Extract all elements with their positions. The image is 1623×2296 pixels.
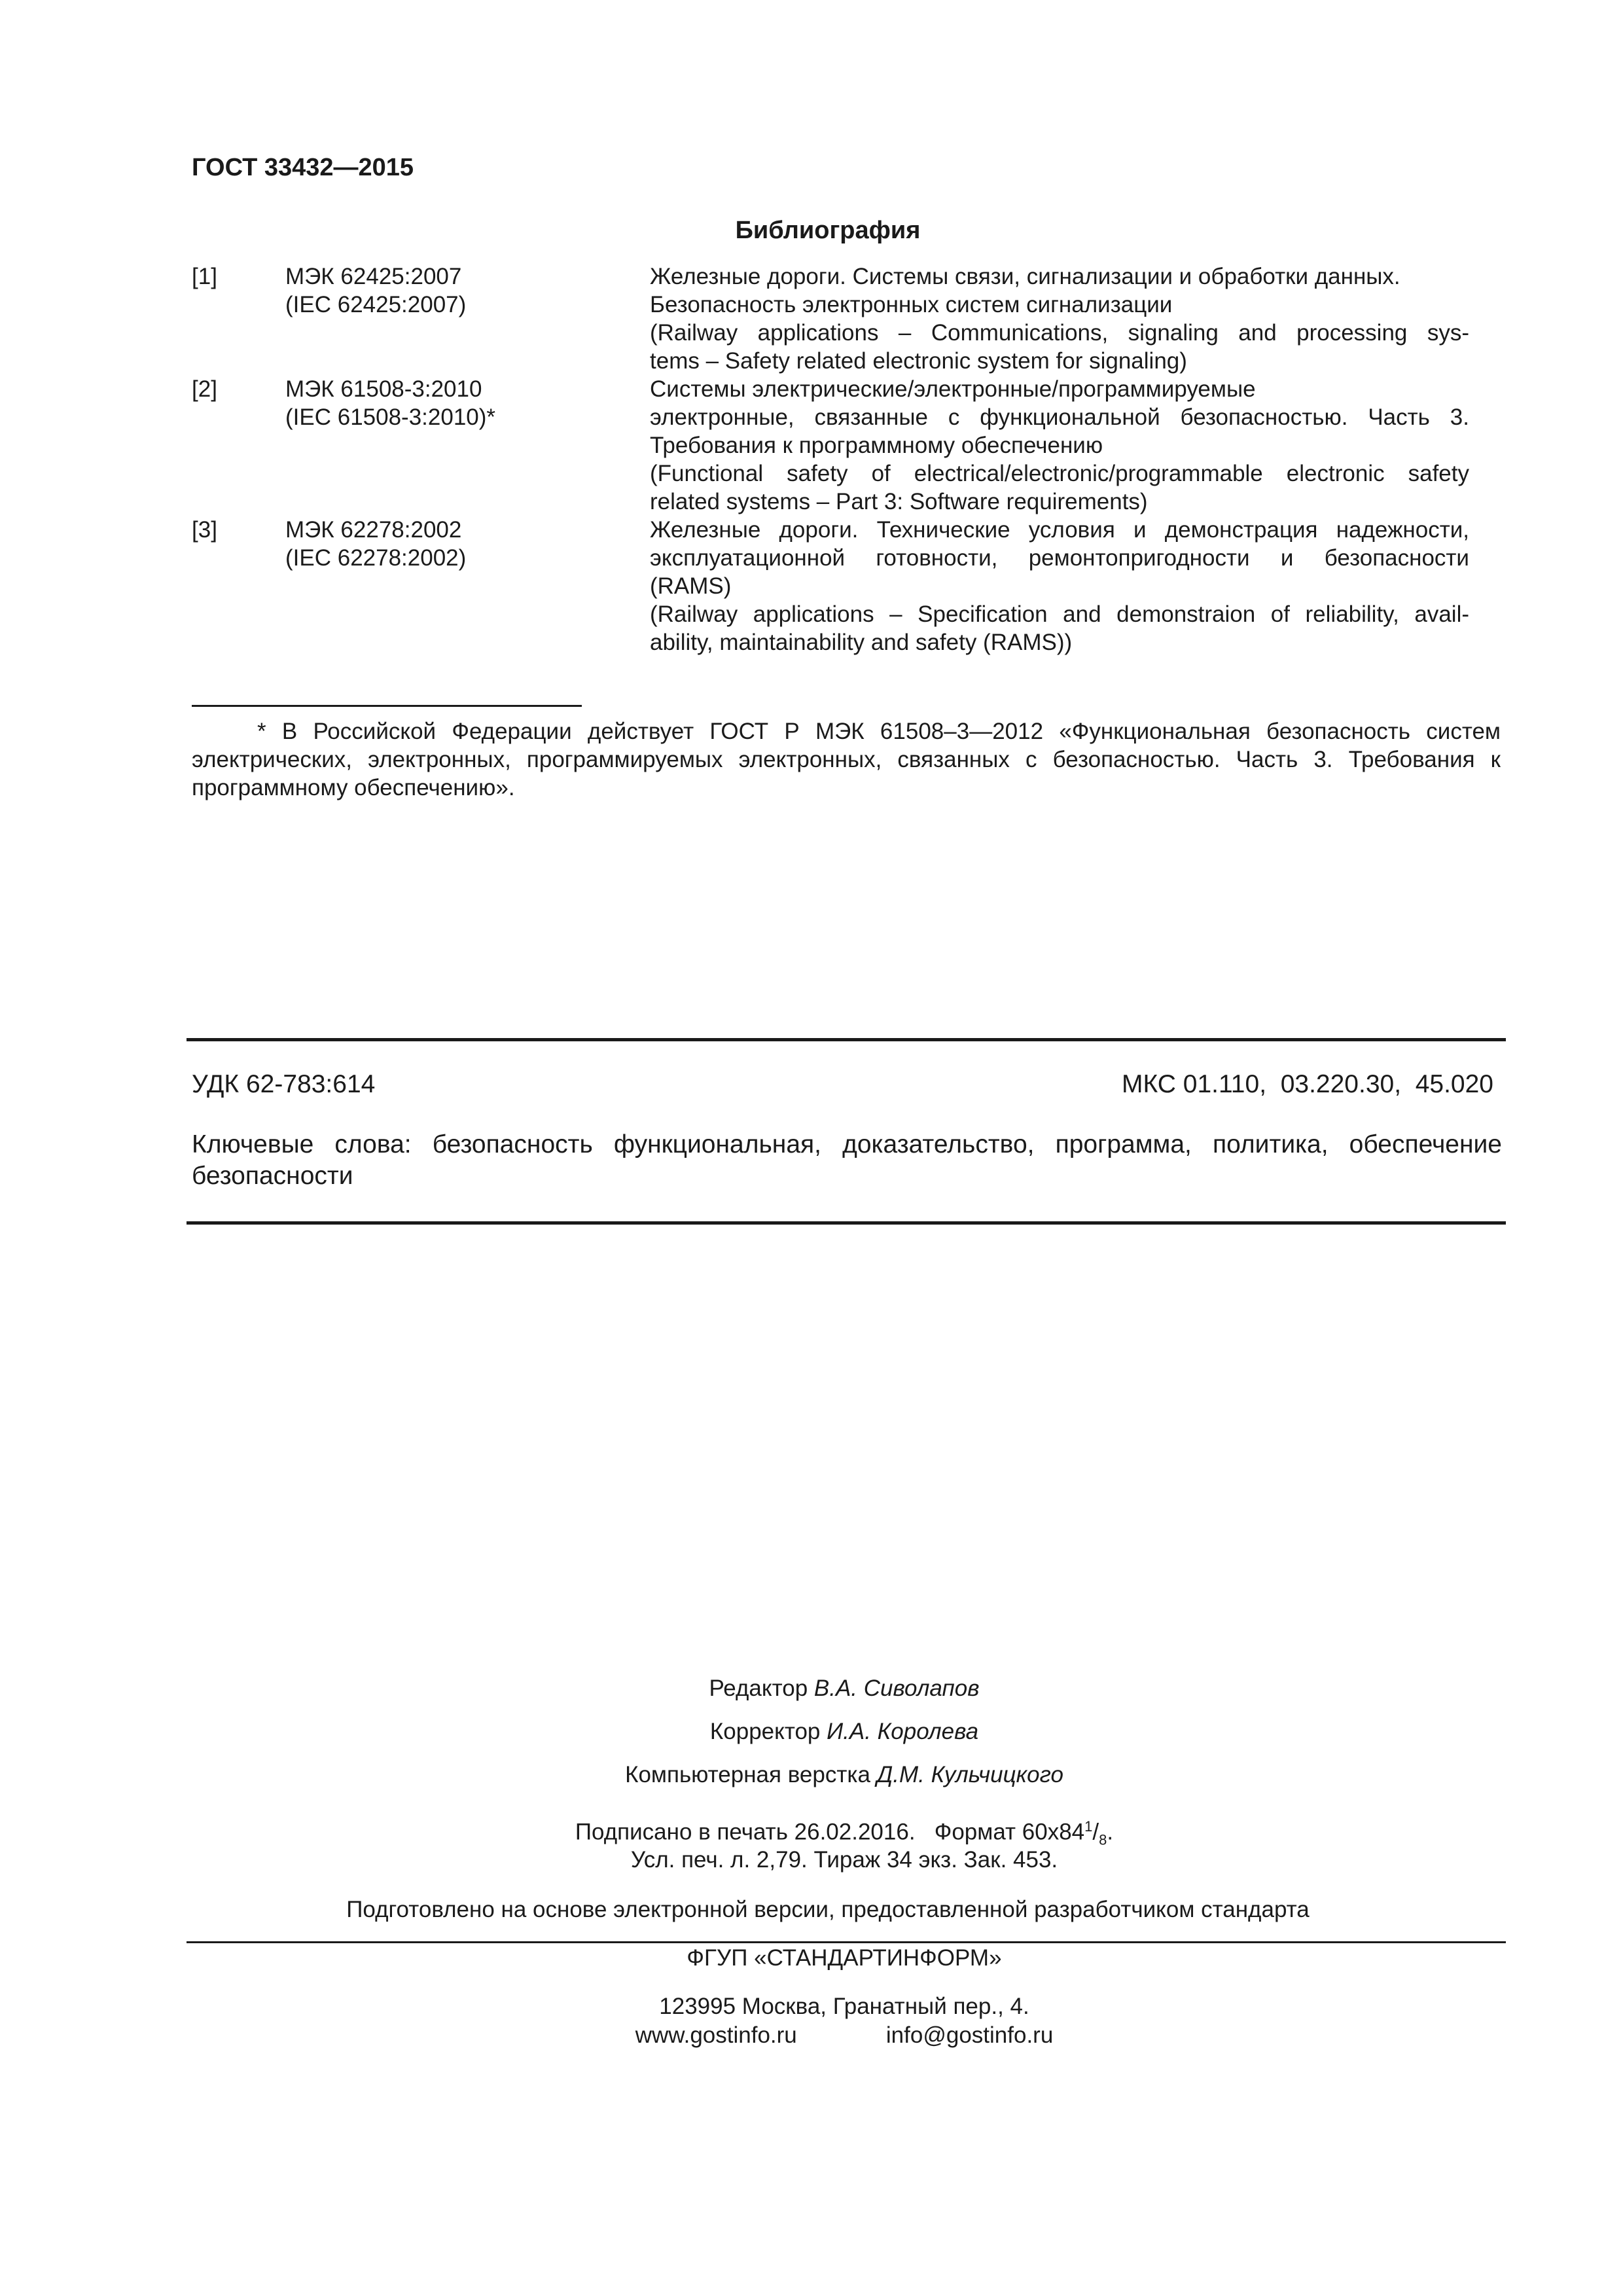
print-info-line: Подписано в печать 26.02.2016. Формат $60х84^1/_8$. — [575, 1818, 1114, 1848]
keywords-line: Ключевые слова: безопасность функциональная, доказательство, программа, политика, обеспечение — [192, 1130, 1502, 1158]
entry-code-line: МЭК 62425:2007 — [285, 264, 462, 289]
entry-desc-line: related systems – Part 3: Software requirements) — [650, 489, 1148, 514]
footnote-separator — [192, 705, 582, 707]
entry-code-line: МЭК 62278:2002 — [285, 517, 462, 543]
entry-desc-line: эксплуатационной готовности, ремонтопригодности и безопасности — [650, 545, 1469, 571]
udk-code: УДК 62-783:614 — [192, 1070, 376, 1098]
entry-code-line: (IEC 62278:2002) — [285, 545, 467, 571]
entry-code-line: (IEC 61508-3:2010)* — [285, 404, 496, 430]
layout-line — [0, 1762, 1623, 1788]
entry-number: [2] — [192, 376, 217, 402]
entry-desc-line: Системы электрические/электронные/программируемые — [650, 376, 1256, 402]
footnote-line: электрических, электронных, программируемых электронных, связанных с безопасностью. Часть 3. Требования к — [192, 747, 1501, 772]
entry-description — [650, 262, 1469, 375]
corrector-name: И.А. Королева — [827, 1719, 979, 1744]
entry-desc-line: ability, maintainability and safety (RAMS)) — [650, 630, 1073, 655]
editor-name: В.А. Сиволапов — [813, 1676, 980, 1701]
print-info: Подписано в печать 26.02.2016. Формат 60х84 — [575, 1819, 1085, 1845]
corrector-line — [0, 1719, 1623, 1745]
footnote — [192, 717, 1501, 802]
classification-bottom-rule — [187, 1221, 1506, 1225]
entry-description — [650, 516, 1469, 656]
entry-desc-line: Требования к программному обеспечению — [650, 433, 1103, 458]
format-numerator: 1 — [1084, 1818, 1093, 1835]
publisher-name: ФГУП «СТАНДАРТИНФОРМ» — [687, 1945, 1002, 1971]
entry-desc-line: электронные, связанные с функциональной безопасностью. Часть 3. — [650, 404, 1469, 430]
website-link[interactable]: www.gostinfo.ru — [635, 2022, 797, 2048]
layout-name: Д.М. Кульчицкого — [876, 1762, 1063, 1787]
publisher-contacts — [0, 2022, 1623, 2049]
entry-desc-line: tems – Safety related electronic system for signaling) — [650, 348, 1187, 374]
entry-code — [285, 516, 466, 572]
keywords-line: безопасности — [192, 1162, 353, 1190]
entry-description — [650, 375, 1469, 516]
format-denominator: 8 — [1099, 1831, 1107, 1848]
entry-desc-line: (Railway applications – Specification and demonstraion of reliability, avail- — [650, 601, 1469, 627]
document-header: ГОСТ 33432—2015 — [192, 154, 414, 181]
entry-code-line: (IEC 62425:2007) — [285, 292, 467, 317]
layout-label: Компьютерная верстка — [625, 1762, 877, 1787]
mks-code: МКС 01.110, 03.220.30, 45.020 — [1122, 1070, 1493, 1098]
publisher-rule — [187, 1941, 1506, 1943]
entry-desc-line: Безопасность электронных систем сигнализации — [650, 292, 1173, 317]
editor-label: Редактор — [709, 1676, 814, 1701]
prepared-note: Подготовлено на основе электронной версии, предоставленной разработчиком стандарта — [346, 1897, 1310, 1922]
entry-number: [1] — [192, 264, 217, 289]
entry-desc-line: (Functional safety of electrical/electronic/programmable electronic safety — [650, 461, 1469, 486]
email-link[interactable]: info@gostinfo.ru — [885, 2022, 1054, 2048]
entry-code — [285, 375, 495, 431]
footnote-line: программному обеспечению». — [192, 775, 515, 800]
print-run-line: Усл. печ. л. 2,79. Тираж 34 экз. Зак. 453. — [630, 1847, 1058, 1873]
entry-code — [285, 262, 466, 319]
editor-line — [0, 1676, 1623, 1702]
entry-desc-line: (Railway applications – Communications, signaling and processing sys- — [650, 320, 1469, 346]
corrector-label: Корректор — [709, 1719, 827, 1744]
entry-desc-line: Железные дороги. Технические условия и демонстрация надежности, — [650, 517, 1469, 543]
entry-code-line: МЭК 61508-3:2010 — [285, 376, 482, 402]
entry-number: [3] — [192, 517, 217, 543]
keywords — [192, 1129, 1502, 1192]
bibliography-title: Библиография — [735, 217, 921, 244]
footnote-line: * В Российской Федерации действует ГОСТ Р МЭК 61508–3—2012 «Функциональная безопасность систем — [257, 719, 1501, 744]
entry-desc-line: Железные дороги. Системы связи, сигнализации и обработки данных. — [650, 264, 1400, 289]
entry-desc-line: (RAMS) — [650, 573, 732, 599]
publisher-address: 123995 Москва, Гранатный пер., 4. — [659, 1994, 1029, 2019]
classification-top-rule — [187, 1038, 1506, 1041]
